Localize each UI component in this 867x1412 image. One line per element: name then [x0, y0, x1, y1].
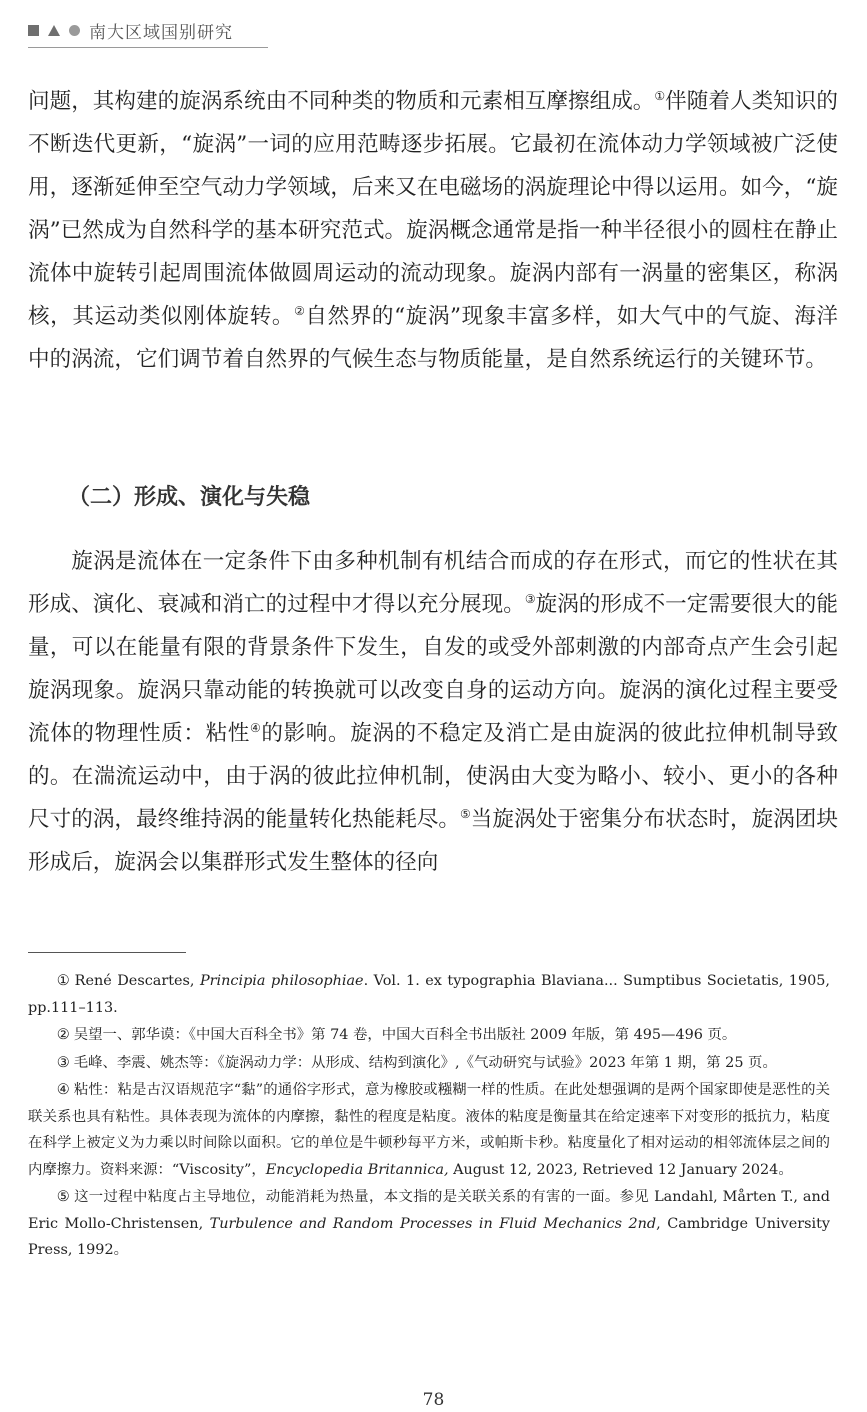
circle-icon — [69, 25, 80, 36]
body-paragraph-1 — [28, 80, 838, 381]
footnote-3 — [28, 1050, 830, 1077]
footnote-ref-4[interactable]: ④ — [250, 720, 262, 735]
footnote-text: 这一过程中粘度占主导地位，动能消耗为热量，本文指的是关联关系的有害的一面。参见 Landahl, Mårten T., and Eric Mollo-Christensen, — [28, 1189, 830, 1232]
footnote-number: ② — [56, 1027, 70, 1043]
square-icon — [28, 25, 39, 36]
footnote-italic: Principia philosophiae — [199, 973, 364, 989]
running-header — [28, 18, 268, 48]
footnote-number: ④ — [56, 1082, 70, 1098]
footnote-text: 吴望一、郭华谟：《中国大百科全书》第 74 卷，中国大百科全书出版社 2009 年版，第 495—496 页。 — [73, 1027, 737, 1043]
footnote-5 — [28, 1184, 830, 1264]
para1-sentence-2: 伴随着人类知识的不断迭代更新，“旋涡”一词的应用范畴逐步拓展。它最初在流体动力学领域被广泛使用，逐渐延伸至空气动力学领域，后来又在电磁场的涡旋理论中得以运用。如今，“旋涡”已然成为自然科学的基本研究范式。旋涡概念通常是指一种半径很小的圆柱在静止流体中旋转引起周围流体做圆周运动的流动现象。旋涡内部有一涡量的密集区，称涡核，其运动类似刚体旋转。 — [28, 89, 839, 329]
footnote-text: René Descartes, — [74, 973, 200, 989]
footnote-text: . Vol. 1. ex typographia Blaviana... Sumptibus Societatis, 1905, pp.111–113. — [28, 973, 831, 1016]
journal-title: 南大区域国别研究 — [89, 23, 233, 43]
footnote-ref-5[interactable]: ⑤ — [460, 806, 471, 821]
para2-sentence-1: 旋涡是流体在一定条件下由多种机制有机结合而成的存在形式，而它的性状在其形成、演化、衰减和消亡的过程中才得以充分展现。 — [28, 549, 838, 617]
footnote-1 — [28, 968, 830, 1021]
para2-sentence-4: 当旋涡处于密集分布状态时，旋涡团块形成后，旋涡会以集群形式发生整体的径向 — [28, 807, 838, 875]
footnote-ref-2[interactable]: ② — [294, 303, 306, 318]
page-number: 78 — [422, 1390, 445, 1410]
footnote-italic: Turbulence and Random Processes in Fluid Mechanics 2nd — [209, 1215, 657, 1232]
triangle-icon — [48, 25, 60, 36]
footnote-number: ③ — [56, 1054, 70, 1071]
body-paragraph-2 — [28, 540, 838, 884]
footnotes — [28, 968, 830, 1265]
footnote-italic: Encyclopedia Britannica, — [265, 1161, 449, 1178]
para2-sentence-3: 的影响。旋涡的不稳定及消亡是由旋涡的彼此拉伸机制导致的。在湍流运动中，由于涡的彼此拉伸机制，使涡由大变为略小、较小、更小的各种尺寸的涡，最终维持涡的能量转化热能耗尽。 — [28, 721, 838, 832]
footnote-number: ① — [56, 973, 71, 989]
footnote-text: , Cambridge University Press, 1992。 — [28, 1215, 830, 1258]
footnote-2 — [28, 1022, 830, 1049]
footnote-text: 毛峰、李震、姚杰等：《旋涡动力学：从形成、结构到演化》,《气动研究与试验》2023 年第 1 期，第 25 页。 — [73, 1054, 777, 1071]
para1-sentence-1: 问题，其构建的旋涡系统由不同种类的物质和元素相互摩擦组成。 — [28, 89, 655, 114]
footnote-divider — [28, 952, 186, 953]
para2-sentence-2: 旋涡的形成不一定需要很大的能量，可以在能量有限的背景条件下发生，自发的或受外部刺激的内部奇点产生会引起旋涡现象。旋涡只靠动能的转换就可以改变自身的运动方向。旋涡的演化过程主要受流体的物理性质：粘性 — [28, 592, 838, 746]
section-heading: （二）形成、演化与失稳 — [68, 485, 311, 510]
footnote-text: 粘性：粘是古汉语规范字“黏”的通俗字形式，意为橡胶或糨糊一样的性质。在此处想强调的是两个国家即使是恶性的关联关系也具有粘性。具体表现为流体的内摩擦，黏性的程度是粘度。液体的粘度是衡量其在给定速率下对变形的抵抗力，粘度在科学上被定义为力乘以时间除以面积。它的单位是牛顿秒每平方米，或帕斯卡秒。粘度量化了相对运动的相邻流体层之间的内摩擦力。资料来源：“Viscosity”， — [28, 1082, 830, 1178]
para1-sentence-3: 自然界的“旋涡”现象丰富多样，如大气中的气旋、海洋中的涡流，它们调节着自然界的气候生态与物质能量，是自然系统运行的关键环节。 — [28, 304, 838, 372]
footnote-text: August 12, 2023, Retrieved 12 January 2024。 — [448, 1161, 793, 1178]
footnote-4 — [28, 1077, 830, 1183]
footnote-number: ⑤ — [56, 1189, 71, 1205]
footnote-ref-3[interactable]: ③ — [524, 591, 536, 606]
footnote-ref-1[interactable]: ① — [654, 88, 666, 103]
